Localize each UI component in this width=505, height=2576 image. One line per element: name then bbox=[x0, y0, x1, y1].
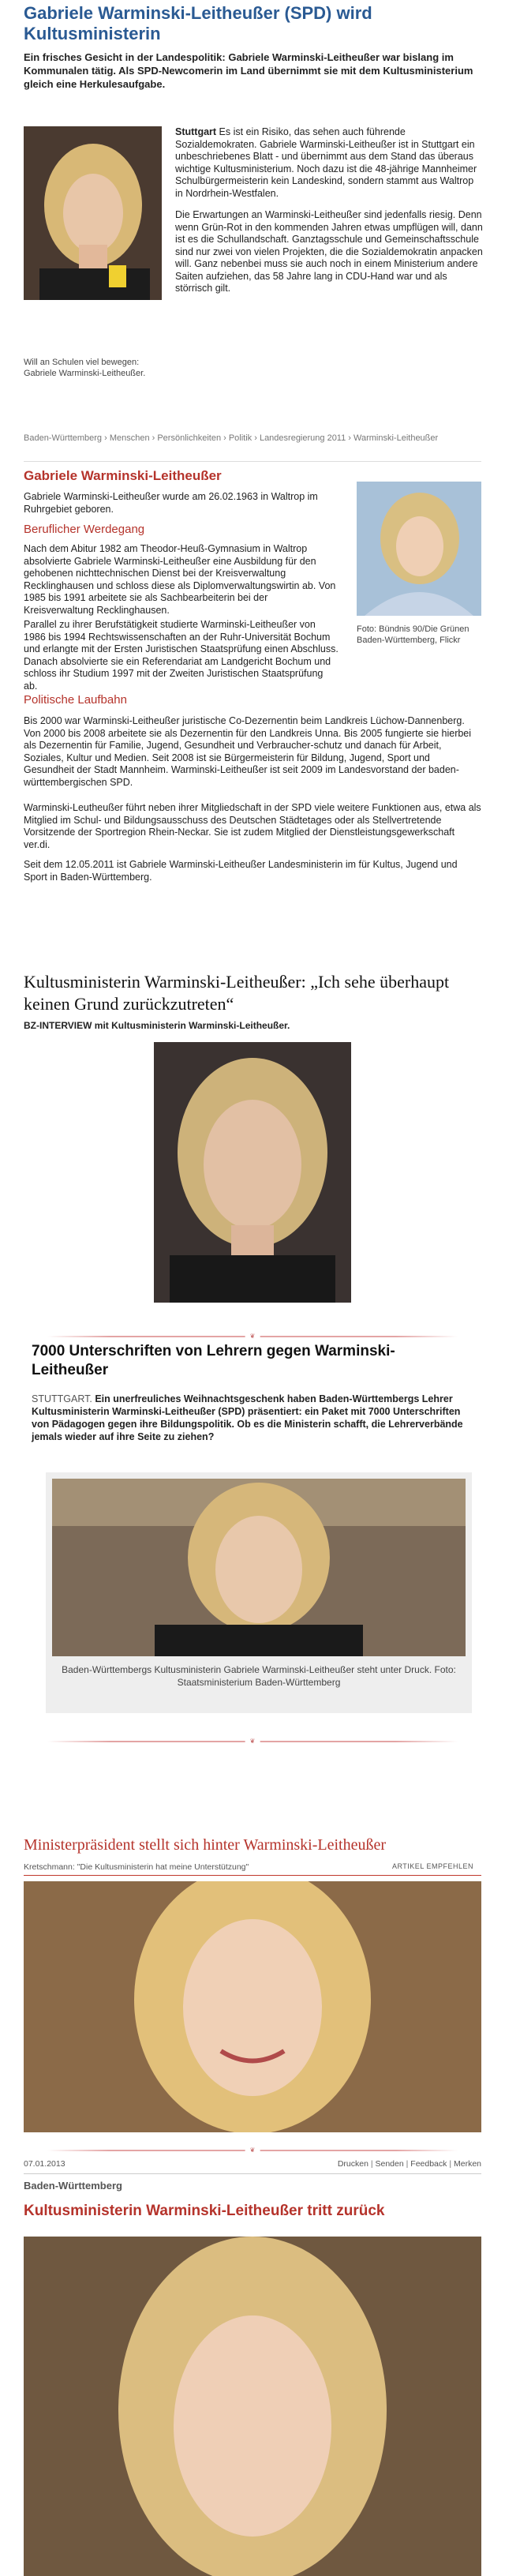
paragraph: Seit dem 12.05.2011 ist Gabriele Warminski-Leitheußer Landesministerin im für Kultus, Jugend und Sport in Baden-Württemberg. bbox=[24, 859, 458, 883]
lead-text: Ein unerfreuliches Weihnachtsgeschenk haben Baden-Württembergs Lehrer Kultusministerin Warminski-Leitheußer (SPD) präsentiert: ein Paket mit 7000 Unterschriften von Pädagogen gegen ihre Bildungspolitik. Ob es die Ministerin schafft, die Lehrerverbände jemals wieder auf ihre Seite zu ziehen? bbox=[32, 1393, 463, 1442]
divider: ❦ bbox=[47, 1336, 458, 1337]
signatures-headline[interactable]: 7000 Unterschriften von Lehrern gegen Warminski-Leitheußer bbox=[32, 1343, 395, 1378]
article-body-1 bbox=[175, 126, 483, 305]
dateline: Stuttgart bbox=[175, 126, 217, 137]
figure-box bbox=[46, 1472, 472, 1713]
portrait-photo-1 bbox=[24, 126, 162, 300]
paragraph: Es ist ein Risiko, das sehen auch führende Sozialdemokraten. Gabriele Warminski-Leitheußer ist in Stuttgart ein unbeschriebenes Blatt - und übernimmt aus dem Stand das überaus wichtige Kultusministerium. Noch dazu ist die 48-jährige Mannheimer Schulbürgermeisterin kein Landeskind, sondern stammt aus Waltrop in Nordrhein-Westfalen. bbox=[175, 126, 477, 199]
paragraph: Warminski-Leutheußer führt neben ihrer Mitgliedschaft in der SPD viele weitere Funktionen aus, etwa als Mitglied im Schul- und Bildungsausschuss des Deutschen Städtetages oder als Stellvertretende Vorsitzende der Sportregion Rhein-Neckar. Sie ist zudem Mitglied der Dienstleistungsgewerkschaft ver.di. bbox=[24, 802, 481, 850]
signatures-lead bbox=[32, 1393, 473, 1443]
interview-headline[interactable]: Kultusministerin Warminski-Leitheußer: „Ich sehe überhaupt keinen Grund zurückzutreten“ bbox=[24, 972, 450, 1014]
mp-headline[interactable]: Ministerpräsident stellt sich hinter Warminski-Leitheußer bbox=[24, 1836, 387, 1854]
bookmark-link[interactable]: Merken bbox=[453, 2159, 481, 2169]
separator: | bbox=[370, 2159, 376, 2169]
article-kultusministerin bbox=[0, 0, 505, 426]
paragraph: Nach dem Abitur 1982 am Theodor-Heuß-Gymnasium in Waltrop absolvierte Gabriele Warminski-Leitheußer eine Ausbildung für den gehobenen nichttechnischen Dienst bei der Kreisverwaltung Recklinghausen und schloss diese als Diplomverwaltungswirtin ab. Von 1985 bis 1991 arbeitete sie als Sachbearbeiterin bei der Kreisverwaltung Recklinghausen. bbox=[24, 543, 336, 616]
profile-intro: Gabriele Warminski-Leitheußer wurde am 26.02.1963 in Waltrop im Ruhrgebiet geboren. bbox=[24, 491, 318, 515]
separator: | bbox=[406, 2159, 411, 2169]
article-date: 07.01.2013 bbox=[24, 2159, 65, 2169]
interview-photo bbox=[154, 1042, 351, 1303]
mp-subline: Kretschmann: "Die Kultusministerin hat meine Unterstützung" bbox=[24, 1862, 249, 1872]
ruecktritt-photo bbox=[24, 2237, 481, 2576]
article-lead: Ein frisches Gesicht in der Landespolitik: Gabriele Warminski-Leitheußer war bislang im Kommunalen tätig. Als SPD-Newcomerin im Land übernimmt sie mit dem Kultusministerium gleich eine Herkulesaufgabe. bbox=[24, 51, 473, 90]
divider: ❦ bbox=[47, 1741, 458, 1742]
profile-name-heading: Gabriele Warminski-Leitheußer bbox=[24, 468, 222, 483]
feedback-link[interactable]: Feedback bbox=[410, 2159, 447, 2169]
red-rule bbox=[24, 1875, 481, 1876]
signatures-caption: Baden-Württembergs Kultusministerin Gabriele Warminski-Leitheußer steht unter Druck. Foto: Staatsministerium Baden-Württemberg bbox=[62, 1664, 456, 1688]
ruecktritt-headline: Kultusministerin Warminski-Leitheußer tritt zurück bbox=[24, 2203, 385, 2219]
article-actions bbox=[338, 2159, 481, 2169]
dateline: STUTTGART. bbox=[32, 1393, 92, 1404]
separator: | bbox=[449, 2159, 454, 2169]
divider: ❦ bbox=[47, 2150, 458, 2151]
mp-photo bbox=[24, 1881, 481, 2132]
ruecktritt-section bbox=[0, 2159, 505, 2576]
photo-caption-2: Foto: Bündnis 90/Die Grünen Baden-Württemberg, Flickr bbox=[357, 624, 469, 645]
paragraph: Bis 2000 war Warminski-Leitheußer juristische Co-Dezernentin beim Landkreis Lüchow-Dannenberg. Von 2000 bis 2008 arbeitete sie als Dezernentin für den Landkreis Unna. Bis 2005 fungierte sie hierbei als Dezernentin für Familie, Jugend, Gesundheit und Verbraucher-schutz und danach für Arbeit, Soziales, Kultur und Medien. Seit 2008 ist sie Bürgermeisterin für Bildung, Jugend, Sport und Gesundheit der Stadt Mannheim. Warminski-Leitheußer ist seit 2009 im Landesvorstand der baden-württembergischen SPD. bbox=[24, 715, 472, 788]
paragraph: Die Erwartungen an Warminski-Leitheußer sind jedenfalls riesig. Denn wenn Grün-Rot in den kommenden Jahren etwas umpflügen will, dann ist es die Schullandschaft. Ganztagsschule und Gemeinschaftsschule sind nur zwei von vielen Projekten, die die Sozialdemokratin anpacken will. Ganz nebenbei muss sie auch noch in einem Ministerium andere Saiten aufziehen, das 58 Jahre lang in CDU-Hand war und als störrisch gilt. bbox=[175, 209, 483, 294]
signatures-section bbox=[0, 1342, 505, 1879]
profile-section bbox=[0, 426, 505, 971]
section-heading-politik: Politische Laufbahn bbox=[24, 693, 127, 707]
portrait-photo-2 bbox=[357, 482, 481, 616]
print-link[interactable]: Drucken bbox=[337, 2159, 368, 2169]
breadcrumb[interactable]: Baden-Württemberg › Menschen › Persönlichkeiten › Politik › Landesregierung 2011 › Warminski-Leitheußer bbox=[24, 433, 439, 443]
section-heading-beruf: Beruflicher Werdegang bbox=[24, 523, 145, 536]
region-label: Baden-Württemberg bbox=[24, 2180, 122, 2192]
signatures-photo bbox=[52, 1479, 466, 1656]
article-title: Gabriele Warminski-Leitheußer (SPD) wird Kultusministerin bbox=[24, 3, 372, 43]
divider bbox=[24, 2173, 481, 2174]
photo-caption-1: Will an Schulen viel bewegen: Gabriele Warminski-Leitheußer. bbox=[24, 358, 146, 378]
divider bbox=[24, 461, 481, 462]
interview-kicker: BZ-INTERVIEW mit Kultusministerin Warminski-Leitheußer. bbox=[24, 1020, 290, 1031]
send-link[interactable]: Senden bbox=[375, 2159, 404, 2169]
paragraph: Parallel zu ihrer Berufstätigkeit studierte Warminski-Leitheußer von 1986 bis 1994 Rechtswissenschaften an der Ruhr-Universität Bochum und erlangte mit der Ersten Juristischen Staatsprüfung einen Abschluss. Danach absolvierte sie ein Referendariat am Landgericht Bochum und schloss ihr Studium 1997 mit der Zweiten Juristischen Staatsprüfung ab. bbox=[24, 619, 339, 692]
recommend-link[interactable]: ARTIKEL EMPFEHLEN bbox=[391, 1862, 473, 1870]
